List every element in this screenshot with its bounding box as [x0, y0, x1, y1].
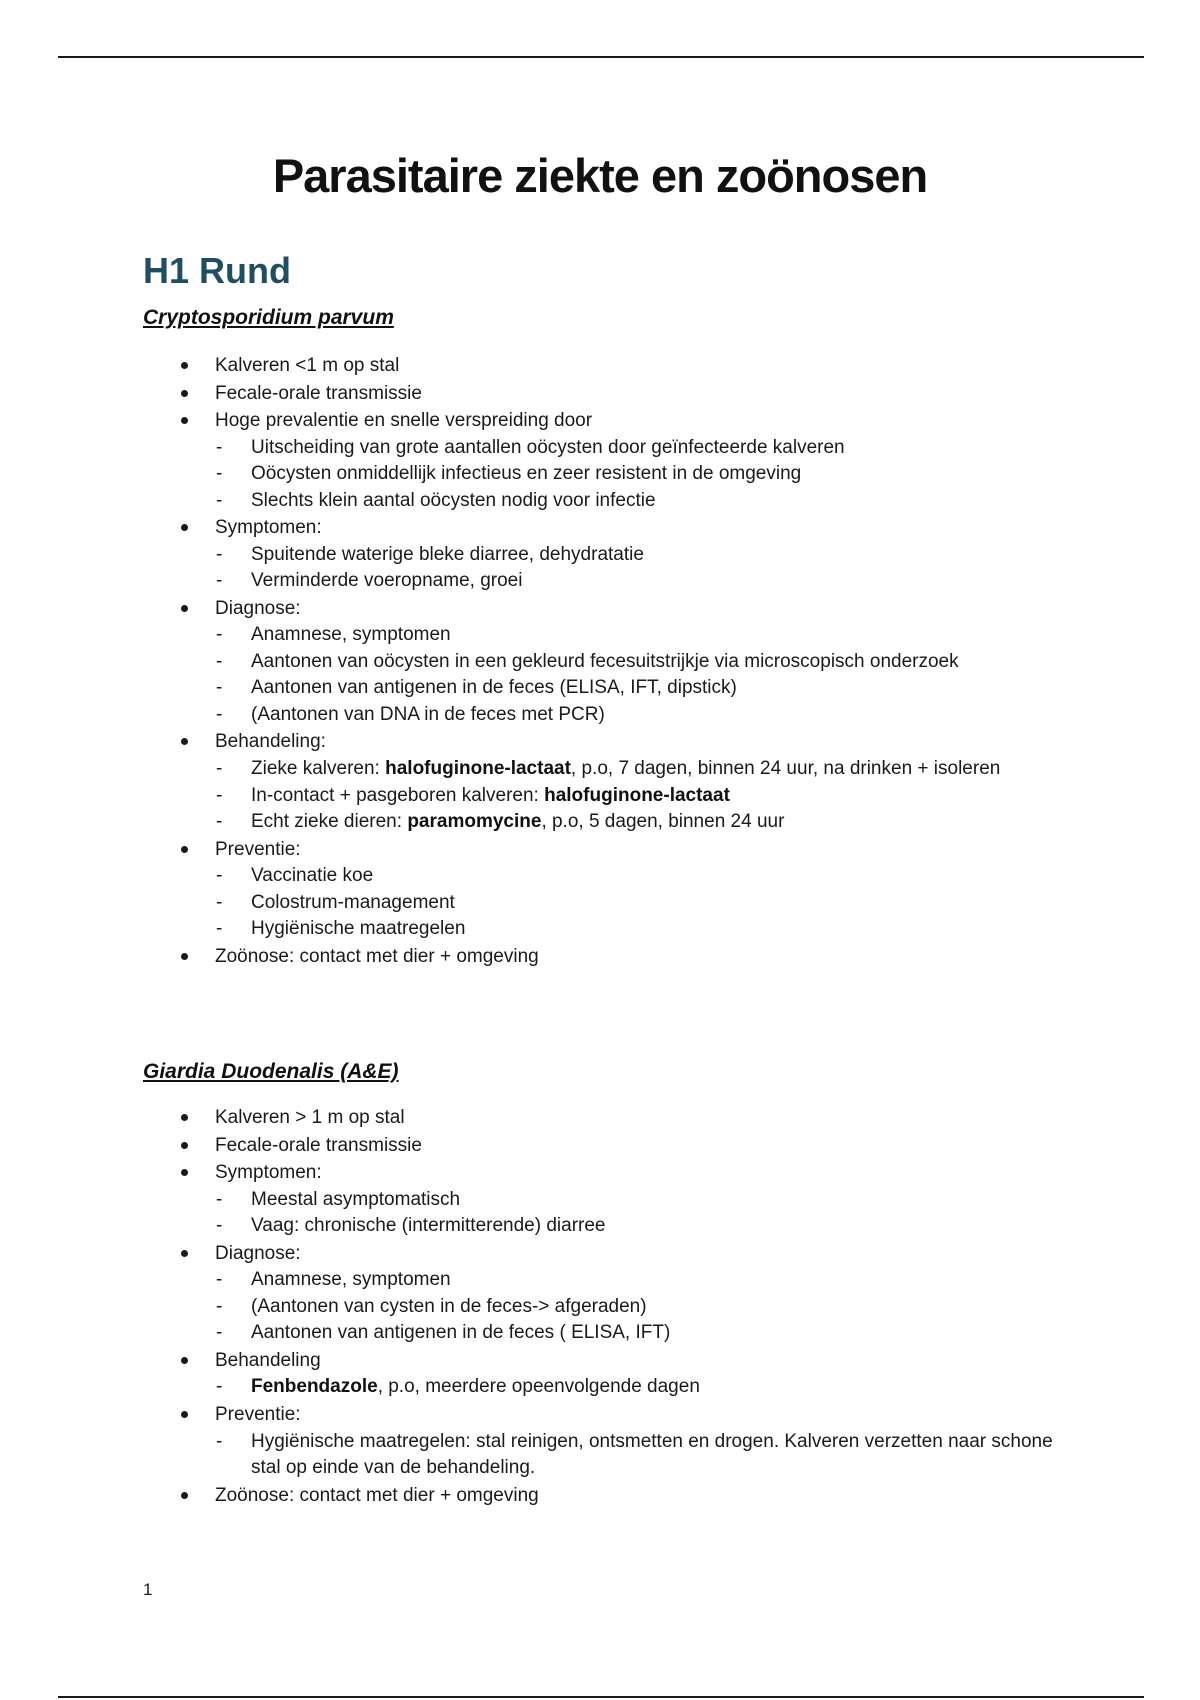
sub-list-item: - Uitscheiding van grote aantallen oöcysten door geïnfecteerde kalveren	[216, 436, 845, 458]
list-item: Fecale-orale transmissie	[0, 380, 1081, 408]
chapter-heading: H1 Rund	[143, 250, 291, 291]
bullet-list	[0, 1104, 1081, 1509]
list-item: Diagnose: - Anamnese, symptomen - (Aantonen van cysten in de feces-> afgeraden) - Aantonen van antigenen in de feces ( ELISA, IFT)	[0, 1240, 1081, 1347]
sub-list	[215, 622, 1081, 728]
bullet-icon	[181, 362, 188, 369]
bullet-icon	[181, 1142, 188, 1149]
sub-list-item: - Oöcysten onmiddellijk infectieus en zeer resistent in de omgeving	[216, 463, 802, 485]
sub-list-item: - Slechts klein aantal oöcysten nodig voor infectie	[216, 489, 656, 511]
bullet-icon	[181, 1250, 188, 1257]
sub-list	[215, 542, 1081, 595]
sub-list-item: - Echt zieke dieren: paramomycine, p.o, 5 dagen, binnen 24 uur	[216, 811, 785, 833]
bullet-icon	[181, 1411, 188, 1418]
list-item: Preventie: - Vaccinatie koe - Colostrum-management - Hygiënische maatregelen	[0, 836, 1081, 943]
bullet-icon	[181, 953, 188, 960]
sub-list-item: - Hygiënische maatregelen	[216, 918, 466, 940]
bullet-icon	[181, 846, 188, 853]
sub-list-item: - Verminderde voeropname, groei	[216, 570, 523, 592]
bullet-icon	[181, 738, 188, 745]
bullet-icon	[181, 390, 188, 397]
list-item: Diagnose: - Anamnese, symptomen - Aantonen van oöcysten in een gekleurd fecesuitstrijkje via microscopisch onderzoek - Aantonen van antigenen in de feces (ELISA, IFT, dipstick) - (Aantonen van DNA in de feces met PCR)	[0, 595, 1081, 729]
list-item: Zoönose: contact met dier + omgeving	[0, 943, 1081, 971]
list-item: Kalveren > 1 m op stal	[0, 1104, 1081, 1132]
sub-list	[215, 1429, 1081, 1482]
section-title: Giardia Duodenalis (A&E)	[143, 1060, 399, 1083]
sub-list-item: - (Aantonen van DNA in de feces met PCR)	[216, 703, 605, 725]
sub-list-item: - Aantonen van antigenen in de feces (ELISA, IFT, dipstick)	[216, 677, 737, 699]
sub-list-item: - Aantonen van oöcysten in een gekleurd fecesuitstrijkje via microscopisch onderzoek	[216, 650, 959, 672]
footer-rule	[58, 1696, 1144, 1698]
bullet-icon	[181, 1492, 188, 1499]
sub-list-item: - Vaccinatie koe	[216, 865, 374, 887]
bullet-icon	[181, 605, 188, 612]
sub-list-item: - Anamnese, symptomen	[216, 624, 451, 646]
section-title: Cryptosporidium parvum	[143, 306, 394, 329]
list-item: Behandeling: - Zieke kalveren: halofuginone-lactaat, p.o, 7 dagen, binnen 24 uur, na drinken + isoleren - In-contact + pasgeboren kalveren: halofuginone-lactaat - Echt zieke dieren: paramomycine, p.o, 5 dagen, binnen 24 uur	[0, 728, 1081, 835]
page-number: 1	[143, 1580, 153, 1599]
bullet-icon	[181, 1114, 188, 1121]
list-item: Fecale-orale transmissie	[0, 1132, 1081, 1160]
list-item: Zoönose: contact met dier + omgeving	[0, 1482, 1081, 1510]
list-item: Symptomen: - Meestal asymptomatisch - Vaag: chronische (intermitterende) diarree	[0, 1159, 1081, 1240]
list-item: Symptomen: - Spuitende waterige bleke diarree, dehydratatie - Verminderde voeropname, groei	[0, 514, 1081, 595]
bullet-icon	[181, 524, 188, 531]
sub-list	[215, 756, 1081, 836]
sub-list-item: - (Aantonen van cysten in de feces-> afgeraden)	[216, 1295, 647, 1317]
header-rule	[58, 56, 1144, 58]
bullet-list	[0, 352, 1081, 970]
bullet-icon	[181, 1169, 188, 1176]
sub-list	[215, 1187, 1081, 1240]
list-item: Behandeling - Fenbendazole, p.o, meerdere opeenvolgende dagen	[0, 1347, 1081, 1401]
list-item: Kalveren <1 m op stal	[0, 352, 1081, 380]
sub-list-item: - Zieke kalveren: halofuginone-lactaat, p.o, 7 dagen, binnen 24 uur, na drinken + isoleren	[216, 758, 1001, 780]
sub-list-item: - Spuitende waterige bleke diarree, dehydratatie	[216, 543, 644, 565]
sub-list	[215, 1267, 1081, 1347]
sub-list-item: - Anamnese, symptomen	[216, 1269, 451, 1291]
sub-list-item: - Aantonen van antigenen in de feces ( ELISA, IFT)	[216, 1322, 671, 1344]
document-title: Parasitaire ziekte en zoönosen	[272, 149, 928, 202]
list-item: Preventie: - Hygiënische maatregelen: stal reinigen, ontsmetten en drogen. Kalveren verzetten naar schone stal op einde van de behandeling.	[0, 1401, 1081, 1482]
sub-list-item: - Fenbendazole, p.o, meerdere opeenvolgende dagen	[216, 1376, 700, 1398]
list-item: Hoge prevalentie en snelle verspreiding door - Uitscheiding van grote aantallen oöcysten door geïnfecteerde kalveren - Oöcysten onmiddellijk infectieus en zeer resistent in de omgeving - Slechts klein aantal oöcysten nodig voor infectie	[0, 407, 1081, 514]
sub-list-item: - Hygiënische maatregelen: stal reinigen, ontsmetten en drogen. Kalveren verzetten naar schone stal op einde van de behandeling.	[216, 1430, 1053, 1479]
sub-list-item: - In-contact + pasgeboren kalveren: halofuginone-lactaat	[216, 784, 730, 806]
sub-list-item: - Meestal asymptomatisch	[216, 1188, 461, 1210]
bullet-icon	[181, 1357, 188, 1364]
sub-list	[215, 863, 1081, 943]
sub-list-item: - Vaag: chronische (intermitterende) diarree	[216, 1215, 606, 1237]
sub-list	[215, 435, 1081, 515]
bullet-icon	[181, 417, 188, 424]
sub-list	[215, 1374, 1081, 1401]
sub-list-item: - Colostrum-management	[216, 891, 455, 913]
